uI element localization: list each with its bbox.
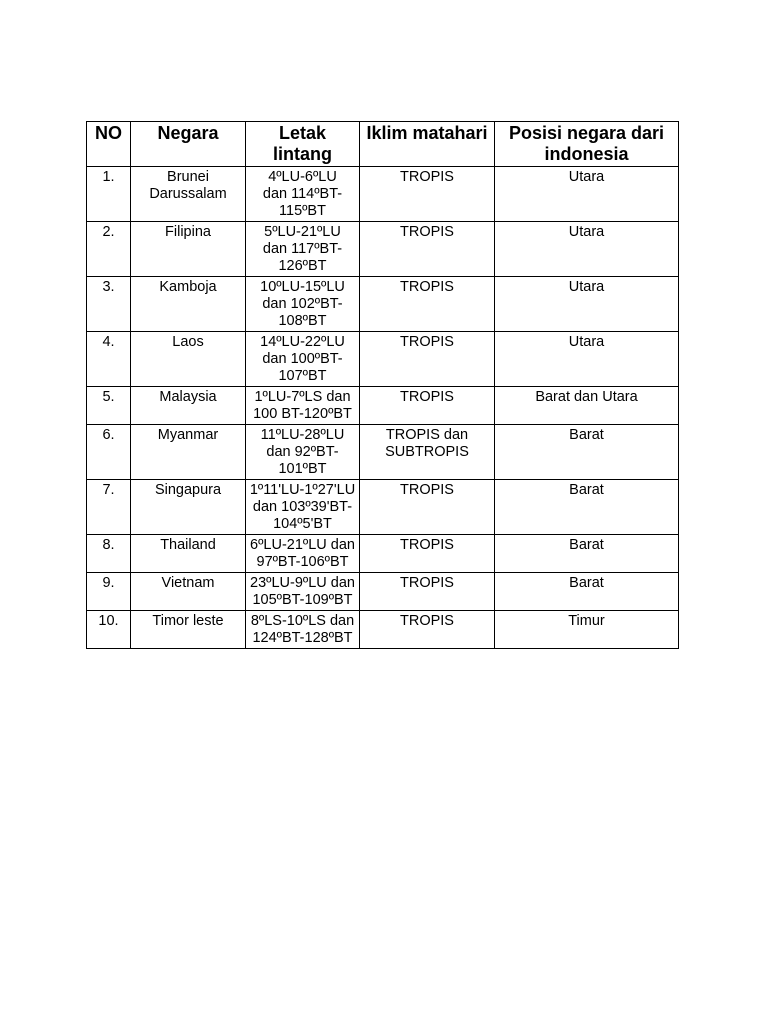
cell-no: 1. [87, 167, 131, 222]
cell-iklim: TROPIS [360, 611, 495, 649]
table-row [87, 535, 679, 573]
cell-iklim: TROPIS dan SUBTROPIS [360, 425, 495, 480]
cell-negara: Singapura [131, 480, 246, 535]
cell-posisi: Barat [495, 573, 679, 611]
cell-posisi: Utara [495, 277, 679, 332]
cell-negara: Vietnam [131, 573, 246, 611]
table-row [87, 332, 679, 387]
cell-posisi: Barat dan Utara [495, 387, 679, 425]
table-row [87, 167, 679, 222]
table-row [87, 573, 679, 611]
cell-no: 2. [87, 222, 131, 277]
cell-letak-lintang: 4ºLU-6ºLU dan 114ºBT- 115ºBT [246, 167, 360, 222]
table-row [87, 611, 679, 649]
cell-iklim: TROPIS [360, 167, 495, 222]
table-row [87, 425, 679, 480]
table-row [87, 277, 679, 332]
cell-negara: Brunei Darussalam [131, 167, 246, 222]
cell-no: 8. [87, 535, 131, 573]
cell-negara: Filipina [131, 222, 246, 277]
country-table [86, 121, 679, 649]
cell-iklim: TROPIS [360, 222, 495, 277]
header-negara: Negara [131, 122, 246, 167]
cell-no: 4. [87, 332, 131, 387]
cell-posisi: Utara [495, 167, 679, 222]
cell-iklim: TROPIS [360, 535, 495, 573]
cell-letak-lintang: 5ºLU-21ºLU dan 117ºBT- 126ºBT [246, 222, 360, 277]
cell-no: 10. [87, 611, 131, 649]
table-row [87, 222, 679, 277]
cell-posisi: Utara [495, 222, 679, 277]
header-letak-lintang: Letak lintang [246, 122, 360, 167]
cell-iklim: TROPIS [360, 332, 495, 387]
cell-posisi: Barat [495, 480, 679, 535]
table-row [87, 480, 679, 535]
cell-no: 7. [87, 480, 131, 535]
cell-letak-lintang: 8ºLS-10ºLS dan 124ºBT-128ºBT [246, 611, 360, 649]
cell-letak-lintang: 1º11'LU-1º27'LU dan 103º39'BT- 104º5'BT [246, 480, 360, 535]
header-posisi-negara: Posisi negara dari indonesia [495, 122, 679, 167]
header-no: NO [87, 122, 131, 167]
cell-letak-lintang: 23ºLU-9ºLU dan 105ºBT-109ºBT [246, 573, 360, 611]
cell-no: 9. [87, 573, 131, 611]
cell-negara: Thailand [131, 535, 246, 573]
table-header-row [87, 122, 679, 167]
cell-letak-lintang: 14ºLU-22ºLU dan 100ºBT- 107ºBT [246, 332, 360, 387]
header-iklim-matahari: Iklim matahari [360, 122, 495, 167]
cell-iklim: TROPIS [360, 573, 495, 611]
cell-no: 3. [87, 277, 131, 332]
cell-letak-lintang: 1ºLU-7ºLS dan 100 BT-120ºBT [246, 387, 360, 425]
cell-posisi: Utara [495, 332, 679, 387]
cell-iklim: TROPIS [360, 480, 495, 535]
cell-negara: Timor leste [131, 611, 246, 649]
cell-letak-lintang: 11ºLU-28ºLU dan 92ºBT- 101ºBT [246, 425, 360, 480]
cell-letak-lintang: 6ºLU-21ºLU dan 97ºBT-106ºBT [246, 535, 360, 573]
cell-negara: Kamboja [131, 277, 246, 332]
cell-posisi: Barat [495, 535, 679, 573]
cell-iklim: TROPIS [360, 277, 495, 332]
cell-posisi: Timur [495, 611, 679, 649]
cell-negara: Laos [131, 332, 246, 387]
cell-no: 6. [87, 425, 131, 480]
cell-negara: Myanmar [131, 425, 246, 480]
cell-posisi: Barat [495, 425, 679, 480]
cell-no: 5. [87, 387, 131, 425]
cell-iklim: TROPIS [360, 387, 495, 425]
cell-negara: Malaysia [131, 387, 246, 425]
cell-letak-lintang: 10ºLU-15ºLU dan 102ºBT- 108ºBT [246, 277, 360, 332]
table-row [87, 387, 679, 425]
